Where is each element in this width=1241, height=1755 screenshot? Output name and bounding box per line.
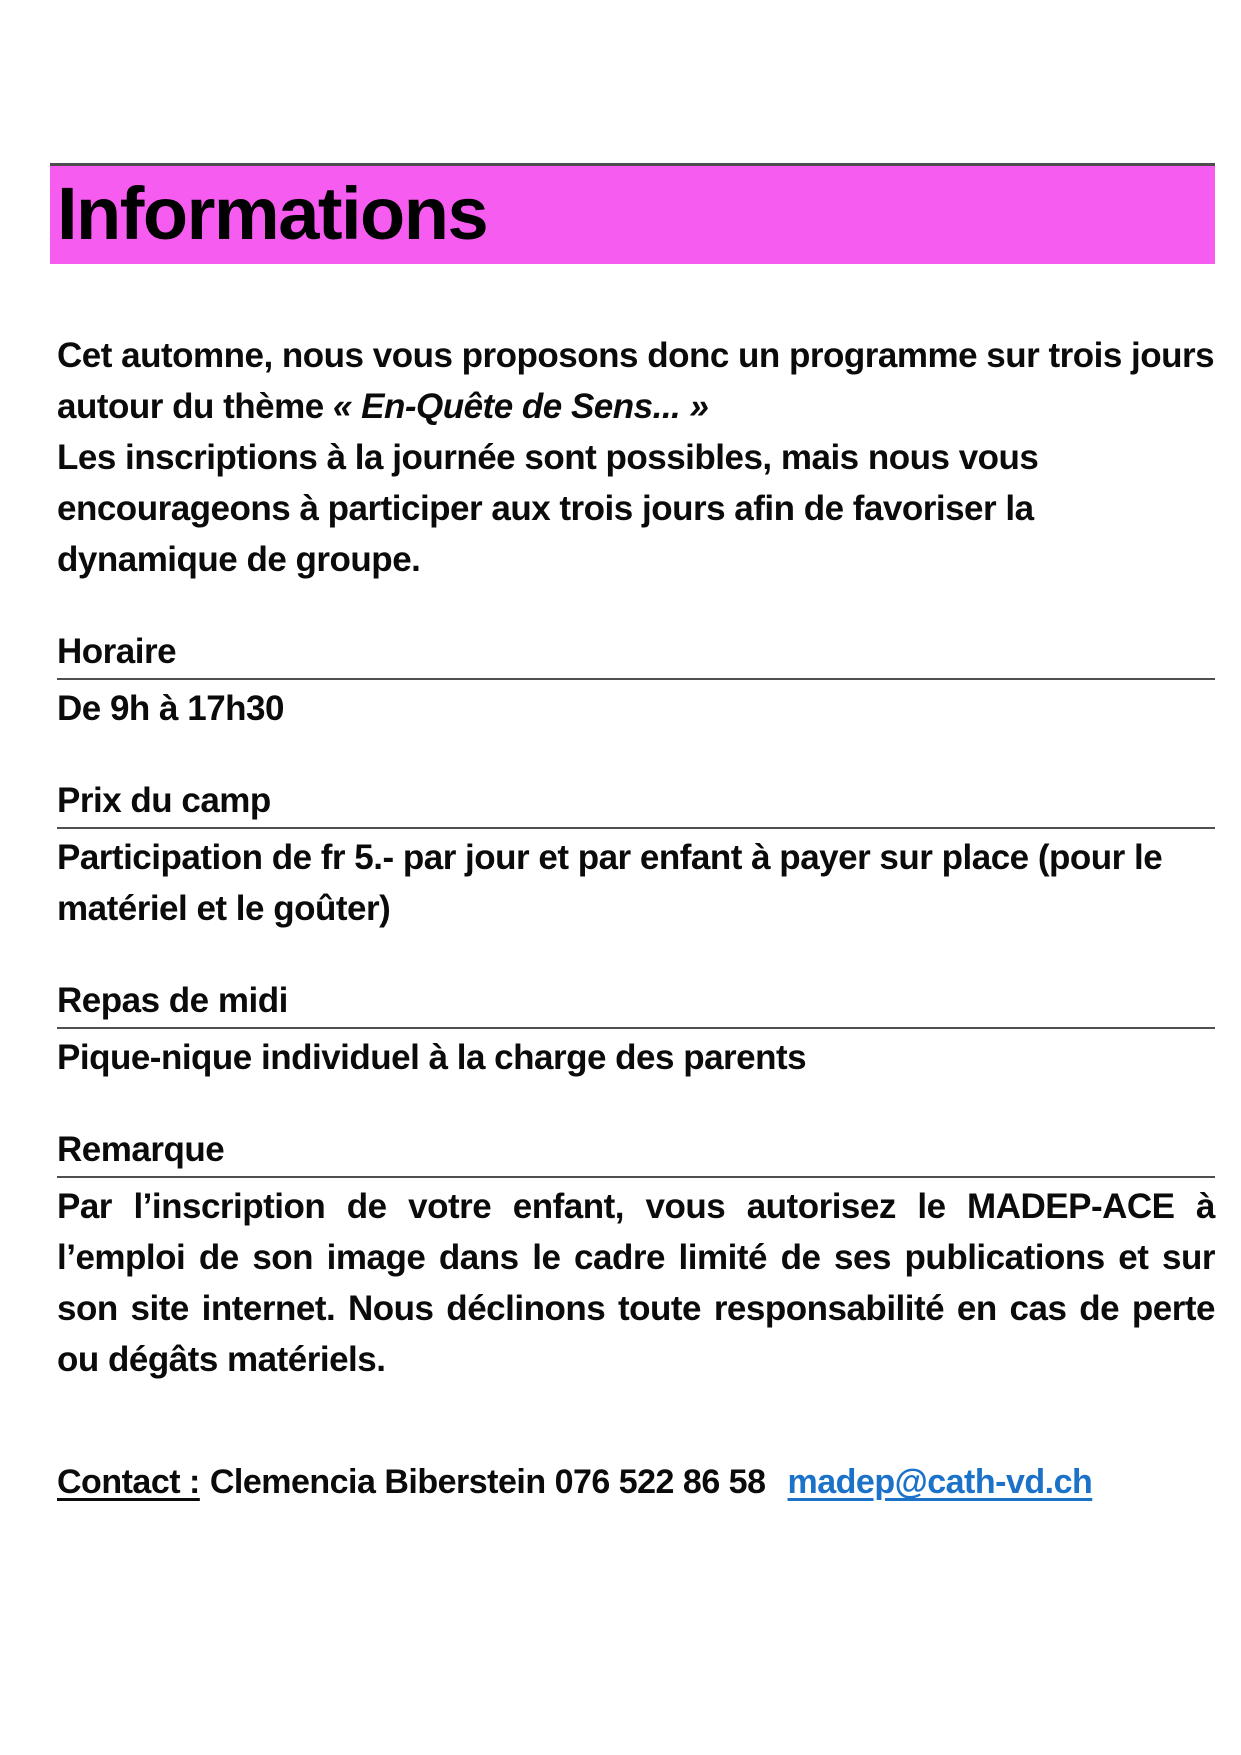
section-heading-prix-du-camp: Prix du camp — [57, 781, 271, 820]
section-heading-repas-de-midi: Repas de midi — [57, 981, 288, 1020]
section-divider — [57, 827, 1215, 829]
intro-text: Cet automne, nous vous proposons donc un programme sur trois jours autour du thème — [57, 336, 1215, 426]
section-divider — [57, 678, 1215, 680]
intro-paragraph — [57, 330, 1215, 585]
page-content — [57, 330, 1215, 1508]
contact-text: Clemencia Biberstein 076 522 86 58 — [209, 1463, 766, 1501]
section-repas-de-midi — [57, 975, 1215, 1083]
contact-email-link[interactable]: madep@cath-vd.ch — [787, 1463, 1093, 1501]
contact-line — [57, 1457, 1215, 1508]
section-prix-du-camp — [57, 775, 1215, 934]
section-heading-horaire: Horaire — [57, 632, 177, 671]
page-title: Informations — [57, 172, 488, 255]
contact-label: Contact : — [57, 1463, 200, 1501]
section-body-repas-de-midi: Pique-nique individuel à la charge des parents — [57, 1038, 807, 1077]
section-divider — [57, 1176, 1215, 1178]
intro-theme-title: « En-Quête de Sens... » — [332, 387, 709, 426]
section-divider — [57, 1027, 1215, 1029]
page-banner — [50, 163, 1215, 264]
intro-text-continued: Les inscriptions à la journée sont possibles, mais nous vous encourageons à participer aux trois jours afin de favoriser la dynamique de groupe. — [57, 438, 1039, 579]
section-body-horaire: De 9h à 17h30 — [57, 689, 284, 728]
section-remarque — [57, 1124, 1215, 1385]
section-body-prix-du-camp: Participation de fr 5.- par jour et par enfant à payer sur place (pour le matériel et le goûter) — [57, 838, 1163, 928]
section-horaire — [57, 626, 1215, 734]
section-heading-remarque: Remarque — [57, 1130, 225, 1169]
section-body-remarque: Par l’inscription de votre enfant, vous autorisez le MADEP-ACE à l’emploi de son image dans le cadre limité de ses publications et sur son site internet. Nous déclinons toute responsabilité en cas de perte ou dégâts matériels. — [57, 1187, 1215, 1379]
